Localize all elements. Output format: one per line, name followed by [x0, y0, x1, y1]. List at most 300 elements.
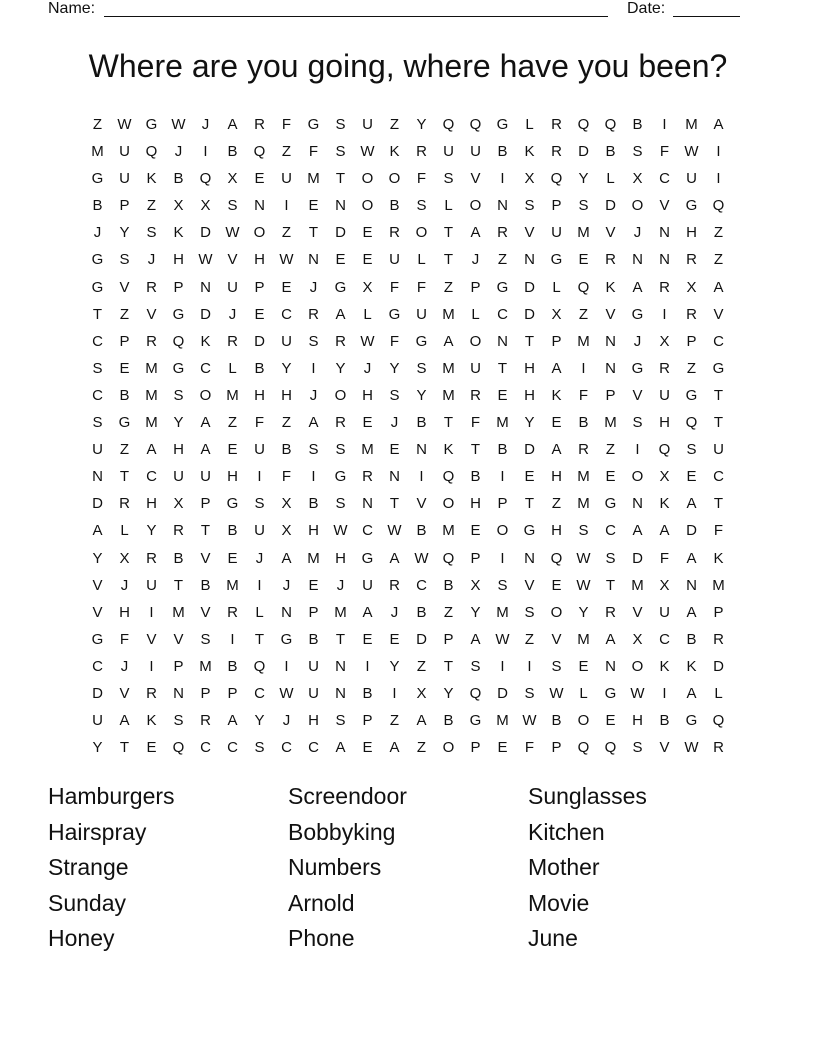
grid-letter: K	[659, 657, 670, 675]
grid-letter: A	[308, 414, 319, 432]
grid-letter: X	[470, 576, 481, 594]
grid-letter: R	[119, 495, 130, 513]
grid-letter: A	[389, 549, 400, 567]
grid-letter: X	[200, 197, 211, 215]
grid-letter: A	[146, 441, 157, 459]
grid-letter: S	[551, 657, 562, 675]
grid-letter: U	[200, 468, 211, 486]
grid-letter: B	[551, 712, 562, 730]
grid-letter: Y	[416, 386, 427, 404]
grid-letter: D	[605, 197, 616, 215]
grid-letter: N	[524, 549, 535, 567]
grid-letter: E	[281, 278, 292, 296]
grid-letter: S	[200, 630, 211, 648]
grid-letter: H	[146, 495, 157, 513]
grid-letter: Z	[281, 414, 292, 432]
grid-letter: P	[686, 332, 697, 350]
grid-letter: Q	[172, 332, 185, 350]
grid-letter: D	[92, 495, 103, 513]
grid-letter: Y	[389, 359, 400, 377]
grid-letter: Q	[577, 739, 590, 757]
grid-letter: H	[659, 414, 670, 432]
name-blank-line[interactable]	[104, 16, 608, 17]
grid-letter: Y	[470, 603, 481, 621]
grid-letter: Y	[578, 603, 589, 621]
grid-letter: S	[308, 441, 319, 459]
grid-letter: A	[632, 522, 643, 540]
grid-letter: S	[335, 143, 346, 161]
grid-letter: H	[551, 468, 562, 486]
grid-letter: B	[470, 468, 481, 486]
grid-letter: F	[659, 549, 670, 567]
grid-letter: Q	[442, 549, 455, 567]
grid-letter: E	[389, 441, 400, 459]
grid-letter: G	[631, 305, 644, 323]
header-line	[48, 0, 748, 20]
grid-letter: L	[255, 603, 264, 621]
grid-letter: U	[470, 143, 481, 161]
grid-letter: A	[470, 630, 481, 648]
grid-letter: X	[686, 278, 697, 296]
grid-letter: N	[686, 576, 697, 594]
grid-letter: R	[254, 116, 265, 133]
grid-letter: O	[577, 712, 590, 730]
grid-letter: W	[495, 630, 510, 648]
grid-letter: N	[659, 251, 670, 269]
grid-letter: V	[551, 630, 562, 648]
grid-letter: V	[713, 305, 724, 323]
grid-letter: G	[685, 386, 698, 404]
grid-letter: O	[415, 224, 428, 242]
grid-letter: A	[659, 522, 670, 540]
grid-letter: A	[92, 522, 103, 540]
grid-letter: N	[92, 468, 103, 486]
grid-letter: J	[633, 224, 642, 242]
grid-letter: W	[225, 224, 240, 242]
grid-letter: Z	[713, 251, 724, 269]
grid-letter: R	[335, 414, 346, 432]
grid-letter: P	[254, 278, 265, 296]
grid-letter: U	[416, 305, 427, 323]
grid-letter: V	[227, 251, 238, 269]
grid-letter: D	[713, 657, 724, 675]
grid-letter: X	[281, 495, 292, 513]
grid-letter: E	[362, 251, 373, 269]
grid-letter: M	[307, 549, 320, 567]
grid-letter: B	[92, 197, 103, 215]
grid-letter: T	[335, 170, 346, 188]
grid-letter: A	[362, 603, 373, 621]
grid-letter: Q	[253, 143, 266, 161]
grid-letter: X	[119, 549, 130, 567]
grid-letter: H	[686, 224, 697, 242]
grid-letter: A	[200, 414, 211, 432]
grid-letter: I	[500, 549, 505, 567]
grid-letter: G	[172, 305, 185, 323]
grid-letter: T	[713, 495, 724, 513]
grid-letter: W	[414, 549, 429, 567]
grid-letter: Q	[199, 170, 212, 188]
word-bank-item: Mother	[528, 854, 600, 881]
grid-letter: P	[470, 549, 481, 567]
grid-letter: T	[605, 576, 616, 594]
grid-letter: N	[362, 495, 373, 513]
grid-letter: U	[173, 468, 184, 486]
grid-letter: N	[335, 684, 346, 702]
grid-letter: N	[659, 224, 670, 242]
grid-letter: S	[308, 332, 319, 350]
grid-letter: U	[92, 712, 103, 730]
grid-letter: O	[496, 522, 509, 540]
grid-letter: Y	[254, 712, 265, 730]
grid-letter: I	[581, 359, 586, 377]
grid-letter: Y	[389, 657, 400, 675]
grid-letter: D	[497, 684, 508, 702]
grid-letter: T	[713, 414, 724, 432]
grid-letter: C	[92, 657, 103, 675]
grid-letter: R	[713, 630, 724, 648]
grid-letter: I	[500, 170, 505, 188]
grid-letter: G	[361, 549, 374, 567]
grid-letter: M	[145, 386, 158, 404]
grid-letter: M	[226, 386, 239, 404]
grid-letter: A	[686, 549, 697, 567]
grid-letter: U	[470, 359, 481, 377]
grid-letter: N	[497, 332, 508, 350]
grid-letter: B	[605, 143, 616, 161]
grid-letter: H	[524, 386, 535, 404]
grid-letter: Z	[551, 495, 562, 513]
grid-letter: E	[362, 414, 373, 432]
grid-letter: X	[173, 197, 184, 215]
grid-letter: V	[200, 549, 211, 567]
grid-letter: Z	[389, 116, 400, 133]
grid-letter: G	[91, 630, 104, 648]
grid-letter: B	[119, 386, 130, 404]
grid-letter: R	[686, 251, 697, 269]
grid-letter: Z	[281, 224, 292, 242]
grid-letter: K	[146, 170, 157, 188]
grid-letter: T	[497, 359, 508, 377]
grid-letter: K	[200, 332, 211, 350]
grid-letter: B	[227, 657, 238, 675]
grid-letter: F	[659, 143, 670, 161]
grid-letter: N	[308, 251, 319, 269]
grid-letter: W	[171, 116, 186, 133]
grid-letter: S	[632, 414, 643, 432]
grid-letter: S	[335, 116, 346, 133]
grid-letter: G	[496, 116, 509, 133]
grid-letter: K	[146, 712, 157, 730]
grid-letter: Z	[281, 143, 292, 161]
grid-letter: E	[227, 549, 238, 567]
grid-letter: B	[227, 143, 238, 161]
grid-letter: V	[92, 576, 103, 594]
grid-letter: Q	[712, 712, 725, 730]
grid-letter: O	[361, 170, 374, 188]
grid-letter: Z	[524, 630, 535, 648]
grid-letter: F	[416, 170, 427, 188]
grid-letter: S	[92, 359, 103, 377]
grid-letter: W	[684, 739, 699, 757]
grid-letter: G	[334, 468, 347, 486]
grid-letter: C	[659, 630, 670, 648]
grid-letter: X	[659, 468, 670, 486]
grid-letter: M	[442, 386, 455, 404]
grid-letter: M	[442, 522, 455, 540]
date-blank-line[interactable]	[673, 16, 740, 17]
grid-letter: M	[307, 170, 320, 188]
grid-letter: D	[632, 549, 643, 567]
grid-letter: Q	[577, 116, 590, 133]
grid-letter: Y	[119, 224, 130, 242]
word-bank-item: Screendoor	[288, 783, 407, 809]
grid-letter: J	[120, 576, 129, 594]
grid-letter: D	[524, 441, 535, 459]
grid-letter: V	[92, 603, 103, 621]
grid-letter: H	[470, 495, 481, 513]
grid-letter: W	[360, 332, 375, 350]
grid-letter: B	[497, 441, 508, 459]
grid-letter: N	[497, 197, 508, 215]
grid-letter: V	[659, 739, 670, 757]
grid-letter: Y	[416, 116, 427, 133]
grid-letter: G	[631, 359, 644, 377]
grid-letter: G	[334, 278, 347, 296]
grid-letter: Z	[578, 305, 589, 323]
grid-letter: T	[443, 251, 454, 269]
grid-letter: H	[254, 251, 265, 269]
grid-letter: R	[173, 522, 184, 540]
grid-letter: X	[551, 305, 562, 323]
grid-letter: S	[335, 441, 346, 459]
grid-letter: G	[712, 359, 725, 377]
grid-letter: R	[146, 332, 157, 350]
grid-letter: S	[632, 143, 643, 161]
grid-letter: W	[198, 251, 213, 269]
grid-letter: L	[552, 278, 561, 296]
grid-letter: V	[146, 305, 157, 323]
grid-letter: N	[200, 278, 211, 296]
grid-letter: C	[659, 170, 670, 188]
grid-letter: D	[200, 224, 211, 242]
grid-letter: E	[254, 305, 265, 323]
grid-letter: T	[389, 495, 400, 513]
grid-letter: P	[227, 684, 238, 702]
grid-letter: A	[281, 549, 292, 567]
grid-letter: U	[362, 116, 373, 133]
grid-letter: V	[470, 170, 481, 188]
grid-letter: C	[308, 739, 319, 757]
page-title: Where are you going, where have you been?	[88, 48, 728, 84]
grid-letter: L	[120, 522, 129, 540]
grid-letter: Z	[416, 739, 427, 757]
grid-letter: O	[334, 386, 347, 404]
grid-letter: F	[389, 278, 400, 296]
grid-letter: K	[173, 224, 184, 242]
grid-letter: E	[578, 251, 589, 269]
grid-letter: R	[551, 143, 562, 161]
grid-letter: S	[605, 549, 616, 567]
grid-letter: B	[308, 630, 319, 648]
grid-letter: D	[524, 278, 535, 296]
grid-letter: Q	[253, 657, 266, 675]
grid-letter: R	[416, 143, 427, 161]
grid-letter: C	[254, 684, 265, 702]
grid-letter: C	[281, 305, 292, 323]
grid-letter: R	[659, 278, 670, 296]
grid-letter: U	[254, 441, 265, 459]
grid-letter: U	[119, 143, 130, 161]
grid-letter: B	[362, 684, 373, 702]
grid-letter: H	[308, 522, 319, 540]
grid-letter: K	[443, 441, 454, 459]
grid-letter: G	[415, 332, 428, 350]
word-bank-item: June	[528, 925, 578, 952]
grid-letter: A	[605, 630, 616, 648]
grid-letter: U	[92, 441, 103, 459]
grid-letter: U	[308, 684, 319, 702]
grid-letter: T	[119, 468, 130, 486]
grid-letter: X	[632, 630, 643, 648]
grid-letter: N	[389, 468, 400, 486]
grid-letter: C	[92, 332, 103, 350]
grid-letter: G	[523, 522, 536, 540]
grid-letter: W	[684, 143, 699, 161]
grid-letter: V	[524, 576, 535, 594]
grid-letter: S	[389, 386, 400, 404]
grid-letter: I	[662, 305, 667, 323]
grid-letter: I	[149, 603, 154, 621]
grid-letter: A	[713, 278, 724, 296]
grid-letter: E	[551, 576, 562, 594]
grid-letter: B	[173, 170, 184, 188]
word-bank-item: Movie	[528, 889, 590, 916]
grid-letter: E	[470, 522, 481, 540]
word-bank	[48, 780, 768, 958]
grid-letter: L	[525, 116, 534, 133]
grid-letter: U	[281, 170, 292, 188]
grid-letter: S	[173, 386, 184, 404]
grid-letter: N	[335, 657, 346, 675]
grid-letter: J	[93, 224, 102, 242]
grid-letter: Z	[119, 441, 130, 459]
grid-letter: R	[389, 224, 400, 242]
grid-letter: S	[173, 712, 184, 730]
grid-letter: X	[281, 522, 292, 540]
grid-letter: M	[604, 414, 617, 432]
grid-letter: Q	[658, 441, 671, 459]
grid-letter: I	[230, 630, 235, 648]
grid-letter: A	[335, 305, 346, 323]
grid-letter: A	[389, 739, 400, 757]
grid-letter: B	[254, 359, 265, 377]
grid-letter: M	[577, 630, 590, 648]
grid-letter: R	[227, 603, 238, 621]
grid-letter: B	[200, 576, 211, 594]
grid-letter: R	[497, 224, 508, 242]
grid-letter: S	[335, 495, 346, 513]
grid-letter: R	[362, 468, 373, 486]
grid-letter: V	[605, 305, 616, 323]
grid-letter: T	[443, 414, 454, 432]
grid-letter: P	[200, 495, 211, 513]
grid-letter: G	[226, 495, 239, 513]
grid-letter: I	[149, 657, 154, 675]
word-bank-item: Hairspray	[48, 818, 147, 845]
grid-letter: D	[578, 143, 589, 161]
grid-letter: C	[497, 305, 508, 323]
grid-letter: A	[632, 278, 643, 296]
grid-letter: W	[576, 576, 591, 594]
grid-letter: B	[686, 630, 697, 648]
grid-letter: U	[227, 278, 238, 296]
grid-letter: M	[712, 576, 725, 594]
grid-letter: L	[579, 684, 588, 702]
grid-letter: R	[146, 684, 157, 702]
grid-letter: G	[145, 116, 158, 133]
grid-letter: T	[119, 739, 130, 757]
grid-letter: C	[416, 576, 427, 594]
word-bank-item: Arnold	[288, 889, 355, 916]
grid-letter: M	[631, 576, 644, 594]
grid-letter: W	[630, 684, 645, 702]
grid-letter: P	[308, 603, 319, 621]
grid-letter: O	[199, 386, 212, 404]
grid-letter: X	[173, 495, 184, 513]
grid-letter: L	[417, 251, 426, 269]
grid-letter: I	[311, 359, 316, 377]
grid-letter: G	[280, 630, 293, 648]
grid-letter: U	[551, 224, 562, 242]
grid-letter: P	[173, 278, 184, 296]
grid-letter: W	[522, 712, 537, 730]
word-bank-item: Numbers	[288, 854, 382, 881]
grid-letter: S	[497, 576, 508, 594]
grid-letter: Q	[712, 197, 725, 215]
grid-letter: P	[119, 197, 130, 215]
grid-letter: P	[200, 684, 211, 702]
grid-letter: H	[362, 386, 373, 404]
grid-letter: V	[605, 224, 616, 242]
grid-letter: N	[335, 197, 346, 215]
grid-letter: P	[470, 278, 481, 296]
grid-letter: Y	[335, 359, 346, 377]
grid-letter: I	[203, 143, 208, 161]
grid-letter: W	[279, 251, 294, 269]
grid-letter: D	[686, 522, 697, 540]
grid-letter: T	[524, 495, 535, 513]
grid-letter: A	[470, 224, 481, 242]
grid-letter: F	[713, 522, 724, 540]
grid-letter: R	[200, 712, 211, 730]
grid-letter: S	[524, 684, 535, 702]
grid-letter: M	[145, 359, 158, 377]
grid-letter: H	[632, 712, 643, 730]
grid-letter: M	[442, 305, 455, 323]
grid-letter: A	[200, 441, 211, 459]
grid-letter: I	[284, 657, 289, 675]
grid-letter: N	[254, 197, 265, 215]
grid-letter: H	[308, 712, 319, 730]
grid-letter: M	[685, 116, 698, 133]
grid-letter: O	[631, 468, 644, 486]
grid-letter: R	[389, 576, 400, 594]
grid-letter: M	[496, 603, 509, 621]
grid-letter: F	[389, 332, 400, 350]
grid-letter: E	[605, 468, 616, 486]
grid-letter: W	[279, 684, 294, 702]
